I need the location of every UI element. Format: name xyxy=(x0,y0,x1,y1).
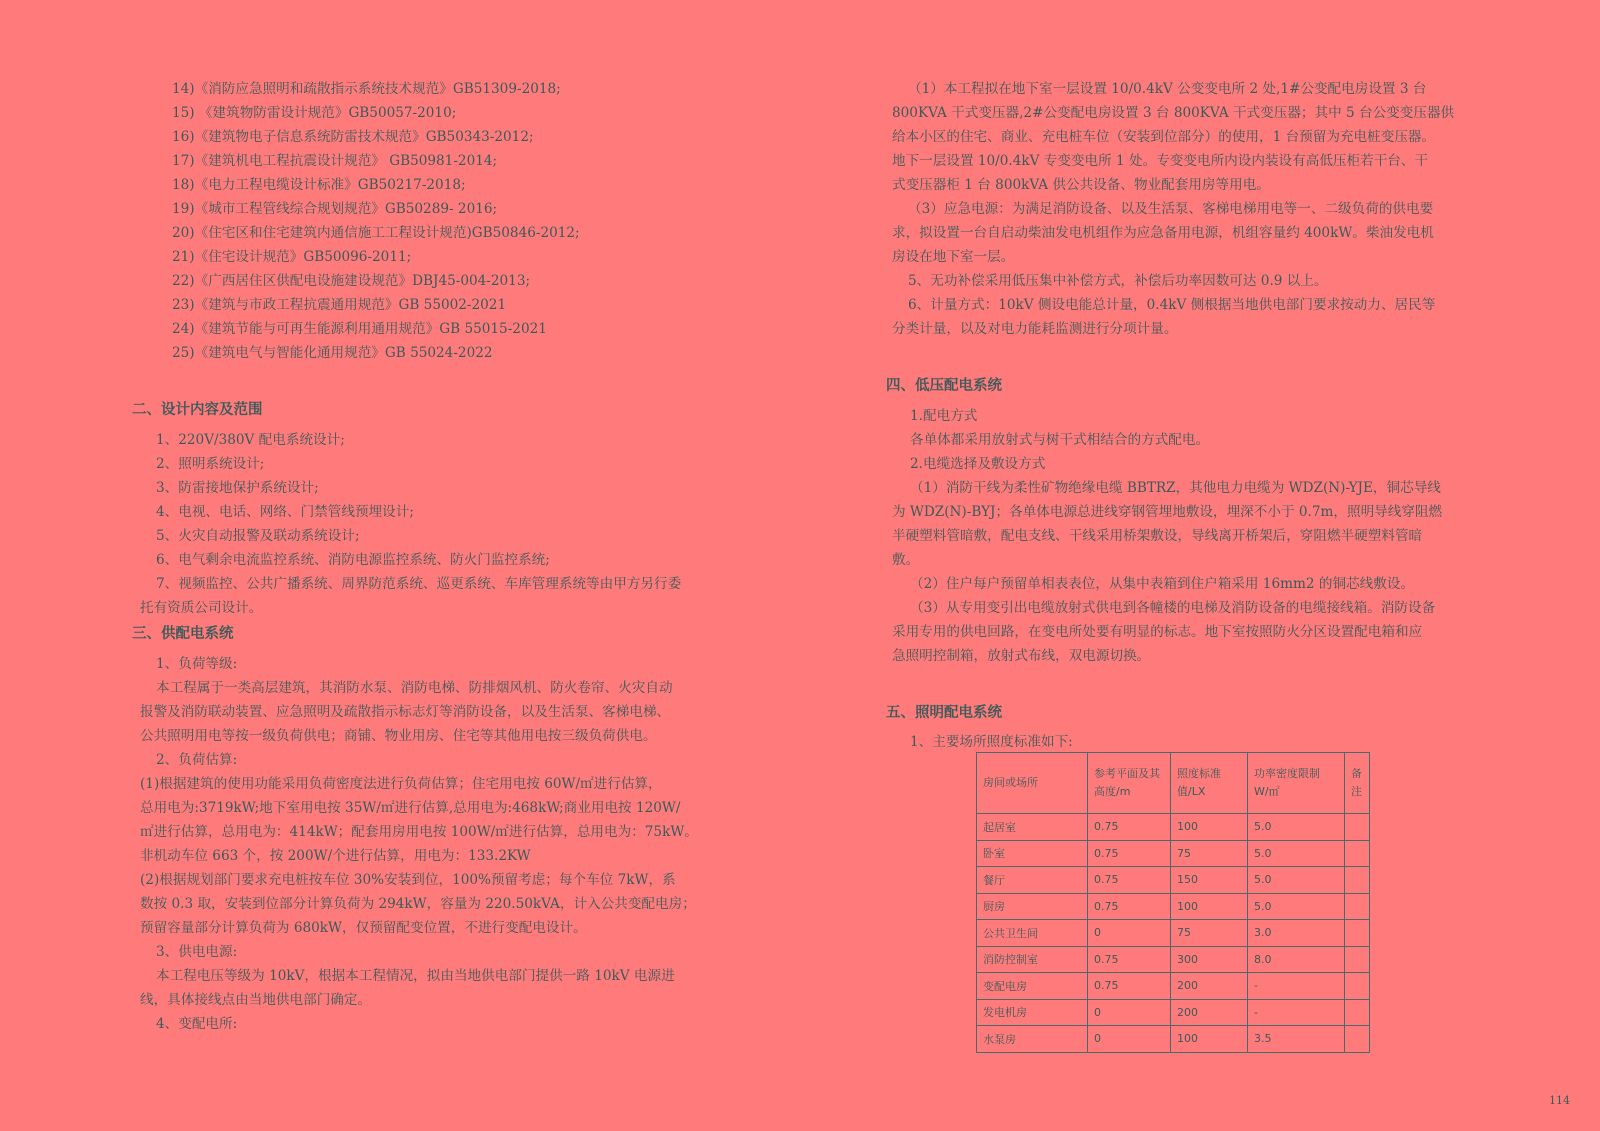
section-line: 预留容量部分计算负荷为 680kW，仅预留配变位置，不进行变配电设计。 xyxy=(140,920,587,936)
section-line: （3）应急电源：为满足消防设备、以及生活泵、客梯电梯用电等一、二级负荷的供电要 xyxy=(908,201,1434,217)
table-cell: 厨房 xyxy=(977,893,1088,920)
table-cell: 0.75 xyxy=(1088,893,1171,920)
table-cell: 餐厅 xyxy=(977,867,1088,894)
table-cell: 0 xyxy=(1088,999,1171,1026)
section-line: 5、火灾自动报警及联动系统设计; xyxy=(156,528,360,544)
column-header: 参考平面及其高度/m xyxy=(1088,753,1171,814)
standard-line: 14)《消防应急照明和疏散指示系统技术规范》GB51309-2018; xyxy=(172,81,561,97)
section-line: 报警及消防联动装置、应急照明及疏散指示标志灯等消防设备，以及生活泵、客梯电梯、 xyxy=(140,704,671,720)
standard-line: 21)《住宅设计规范》GB50096-2011; xyxy=(172,249,412,265)
standard-line: 18)《电力工程电缆设计标准》GB50217-2018; xyxy=(172,177,466,193)
section-line: 线，具体接线点由当地供电部门确定。 xyxy=(140,992,372,1008)
section-line: 敷。 xyxy=(892,552,920,568)
table-cell xyxy=(1345,840,1370,867)
section-line: 5、无功补偿采用低压集中补偿方式，补偿后功率因数可达 0.9 以上。 xyxy=(908,273,1328,289)
table-cell xyxy=(1345,920,1370,947)
column-header: 功率密度限制 W/㎡ xyxy=(1248,753,1345,814)
section-line: 4、变配电所: xyxy=(156,1016,238,1032)
section-line: 半硬塑料管暗敷，配电支线、干线采用桥架敷设，导线离开桥架后，穿阻燃半硬塑料管暗 xyxy=(892,528,1423,544)
column-header: 房间或场所 xyxy=(977,753,1088,814)
standard-line: 23)《建筑与市政工程抗震通用规范》GB 55002-2021 xyxy=(172,297,507,313)
standard-line: 20)《住宅区和住宅建筑内通信施工工程设计规范)GB50846-2012; xyxy=(172,225,580,241)
table-cell xyxy=(1345,867,1370,894)
table-cell xyxy=(1345,999,1370,1026)
table-cell: 0 xyxy=(1088,1026,1171,1053)
page-number: 114 xyxy=(1549,1094,1570,1107)
section-line: 给本小区的住宅、商业、充电桩车位（安装到位部分）的使用，1 台预留为充电桩变压器。 xyxy=(892,129,1436,145)
table-row xyxy=(977,840,1370,867)
section-line: 本工程电压等级为 10kV，根据本工程情况，拟由当地供电部门提供一路 10kV 电源进 xyxy=(156,968,675,984)
table-cell: 300 xyxy=(1171,946,1248,973)
section-line: 2.电缆选择及敷设方式 xyxy=(910,456,1046,472)
section-line: 2、负荷估算: xyxy=(156,752,238,768)
standard-line: 22)《广西居住区供配电设施建设规范》DBJ45-004-2013; xyxy=(172,273,531,289)
table-cell: - xyxy=(1248,999,1345,1026)
section-line: （1）消防干线为柔性矿物绝缘电缆 BBTRZ，其他电力电缆为 WDZ(N)-YJE，铜芯导线 xyxy=(910,480,1441,496)
standard-line: 24)《建筑节能与可再生能源利用通用规范》GB 55015-2021 xyxy=(172,321,547,337)
table-row xyxy=(977,893,1370,920)
column-header: 备注 xyxy=(1345,753,1370,814)
table-row xyxy=(977,946,1370,973)
table-cell: 消防控制室 xyxy=(977,946,1088,973)
table-cell: 3.5 xyxy=(1248,1026,1345,1053)
table-row xyxy=(977,814,1370,841)
standard-line: 19)《城市工程管线综合规划规范》GB50289- 2016; xyxy=(172,201,498,217)
table-cell: 150 xyxy=(1171,867,1248,894)
table-row xyxy=(977,867,1370,894)
table-cell xyxy=(1345,946,1370,973)
table-cell: 5.0 xyxy=(1248,893,1345,920)
section-line: 分类计量，以及对电力能耗监测进行分项计量。 xyxy=(892,321,1178,337)
table-cell: 0.75 xyxy=(1088,867,1171,894)
table-cell: 200 xyxy=(1171,973,1248,1000)
table-cell: 0 xyxy=(1088,920,1171,947)
table-cell: - xyxy=(1248,973,1345,1000)
section-line: 4、电视、电话、网络、门禁管线预埋设计; xyxy=(156,504,414,520)
section-line: （3）从专用变引出电缆放射式供电到各幢楼的电梯及消防设备的电缆接线箱。消防设备 xyxy=(910,600,1436,616)
section-heading: 三、供配电系统 xyxy=(132,625,234,642)
section-line: (2)根据规划部门要求充电桩按车位 30%安装到位，100%预留考虑；每个车位 7kW，系 xyxy=(140,872,676,888)
section-line: 1、主要场所照度标准如下: xyxy=(910,734,1073,750)
table-cell: 8.0 xyxy=(1248,946,1345,973)
section-line: 房设在地下室一层。 xyxy=(892,249,1015,265)
table-cell xyxy=(1345,973,1370,1000)
table-cell: 发电机房 xyxy=(977,999,1088,1026)
section-line: （1）本工程拟在地下室一层设置 10/0.4kV 公变变电所 2 处,1#公变配电房设置 3 台 xyxy=(908,81,1427,97)
section-line: 总用电为:3719kW;地下室用电按 35W/㎡进行估算,总用电为:468kW;商业用电按 120W/ xyxy=(140,800,681,816)
illuminance-standards-table xyxy=(976,752,1370,1053)
section-line: 公共照明用电等按一级负荷供电；商铺、物业用房、住宅等其他用电按三级负荷供电。 xyxy=(140,728,657,744)
section-line: 3、防雷接地保护系统设计; xyxy=(156,480,319,496)
table-cell xyxy=(1345,1026,1370,1053)
standard-line: 16)《建筑物电子信息系统防雷技术规范》GB50343-2012; xyxy=(172,129,534,145)
table-cell xyxy=(1345,893,1370,920)
section-line: 非机动车位 663 个，按 200W/个进行估算，用电为：133.2KW xyxy=(140,848,531,864)
section-heading: 五、照明配电系统 xyxy=(886,704,1002,721)
section-line: 6、电气剩余电流监控系统、消防电源监控系统、防火门监控系统; xyxy=(156,552,550,568)
section-line: 为 WDZ(N)-BYJ；各单体电源总进线穿钢管埋地敷设，埋深不小于 0.7m，照明导线穿阻燃 xyxy=(892,504,1443,520)
table-cell: 5.0 xyxy=(1248,867,1345,894)
section-heading: 四、低压配电系统 xyxy=(886,377,1002,394)
section-line: 采用专用的供电回路，在变电所处要有明显的标志。地下室按照防火分区设置配电箱和应 xyxy=(892,624,1423,640)
section-line: (1)根据建筑的使用功能采用负荷密度法进行负荷估算；住宅用电按 60W/㎡进行估算， xyxy=(140,776,662,792)
section-line: 1.配电方式 xyxy=(910,408,978,424)
standard-line: 15) 《建筑物防雷设计规范》GB50057-2010; xyxy=(172,105,457,121)
section-heading: 二、设计内容及范围 xyxy=(132,401,263,418)
table-cell: 变配电房 xyxy=(977,973,1088,1000)
table-cell xyxy=(1345,814,1370,841)
standard-line: 17)《建筑机电工程抗震设计规范》 GB50981-2014; xyxy=(172,153,498,169)
table-cell: 5.0 xyxy=(1248,840,1345,867)
table-cell: 100 xyxy=(1171,893,1248,920)
section-line: 3、供电电源: xyxy=(156,944,238,960)
section-line: 地下一层设置 10/0.4kV 专变变电所 1 处。专变变电所内设内装设有高低压柜若干台、干 xyxy=(892,153,1429,169)
table-cell: 0.75 xyxy=(1088,840,1171,867)
table-cell: 起居室 xyxy=(977,814,1088,841)
section-line: 求，拟设置一台自启动柴油发电机组作为应急备用电源，机组容量约 400kW。柴油发电机 xyxy=(892,225,1434,241)
table-cell: 200 xyxy=(1171,999,1248,1026)
section-line: 800KVA 干式变压器,2#公变配电房设置 3 台 800KVA 干式变压器；其中 5 台公变变压器供 xyxy=(892,105,1455,121)
section-line: 1、负荷等级: xyxy=(156,656,238,672)
section-line: 1、220V/380V 配电系统设计; xyxy=(156,432,345,448)
section-line: 6、计量方式：10kV 侧设电能总计量，0.4kV 侧根据当地供电部门要求按动力、居民等 xyxy=(908,297,1436,313)
section-line: 式变压器柜 1 台 800kVA 供公共设备、物业配套用房等用电。 xyxy=(892,177,1270,193)
standard-line: 25)《建筑电气与智能化通用规范》GB 55024-2022 xyxy=(172,345,493,361)
table-cell: 5.0 xyxy=(1248,814,1345,841)
table-cell: 0.75 xyxy=(1088,814,1171,841)
section-line: ㎡进行估算，总用电为：414kW；配套用房用电按 100W/㎡进行估算，总用电为：75kW。 xyxy=(140,824,698,840)
table-row xyxy=(977,1026,1370,1053)
table-cell: 水泵房 xyxy=(977,1026,1088,1053)
table-cell: 公共卫生间 xyxy=(977,920,1088,947)
section-line: 本工程属于一类高层建筑，其消防水泵、消防电梯、防排烟风机、防火卷帘、火灾自动 xyxy=(156,680,673,696)
table-cell: 卧室 xyxy=(977,840,1088,867)
table-row xyxy=(977,999,1370,1026)
section-line: 2、照明系统设计; xyxy=(156,456,265,472)
table-header-row xyxy=(977,753,1370,814)
table-row xyxy=(977,973,1370,1000)
section-line: （2）住户每户预留单相表表位，从集中表箱到住户箱采用 16mm2 的铜芯线敷设。 xyxy=(910,576,1415,592)
section-line: 数按 0.3 取，安装到位部分计算负荷为 294kW，容量为 220.50kVA，计入公共变配电房； xyxy=(140,896,696,912)
table-cell: 100 xyxy=(1171,1026,1248,1053)
column-header: 照度标准值/LX xyxy=(1171,753,1248,814)
table-cell: 0.75 xyxy=(1088,946,1171,973)
section-line: 急照明控制箱，放射式布线，双电源切换。 xyxy=(892,648,1151,664)
table-cell: 3.0 xyxy=(1248,920,1345,947)
section-line: 托有资质公司设计。 xyxy=(140,600,263,616)
table-cell: 0.75 xyxy=(1088,973,1171,1000)
table-cell: 100 xyxy=(1171,814,1248,841)
section-line: 7、视频监控、公共广播系统、周界防范系统、巡更系统、车库管理系统等由甲方另行委 xyxy=(156,576,682,592)
table-cell: 75 xyxy=(1171,840,1248,867)
table-cell: 75 xyxy=(1171,920,1248,947)
table-row xyxy=(977,920,1370,947)
section-line: 各单体都采用放射式与树干式相结合的方式配电。 xyxy=(910,432,1210,448)
